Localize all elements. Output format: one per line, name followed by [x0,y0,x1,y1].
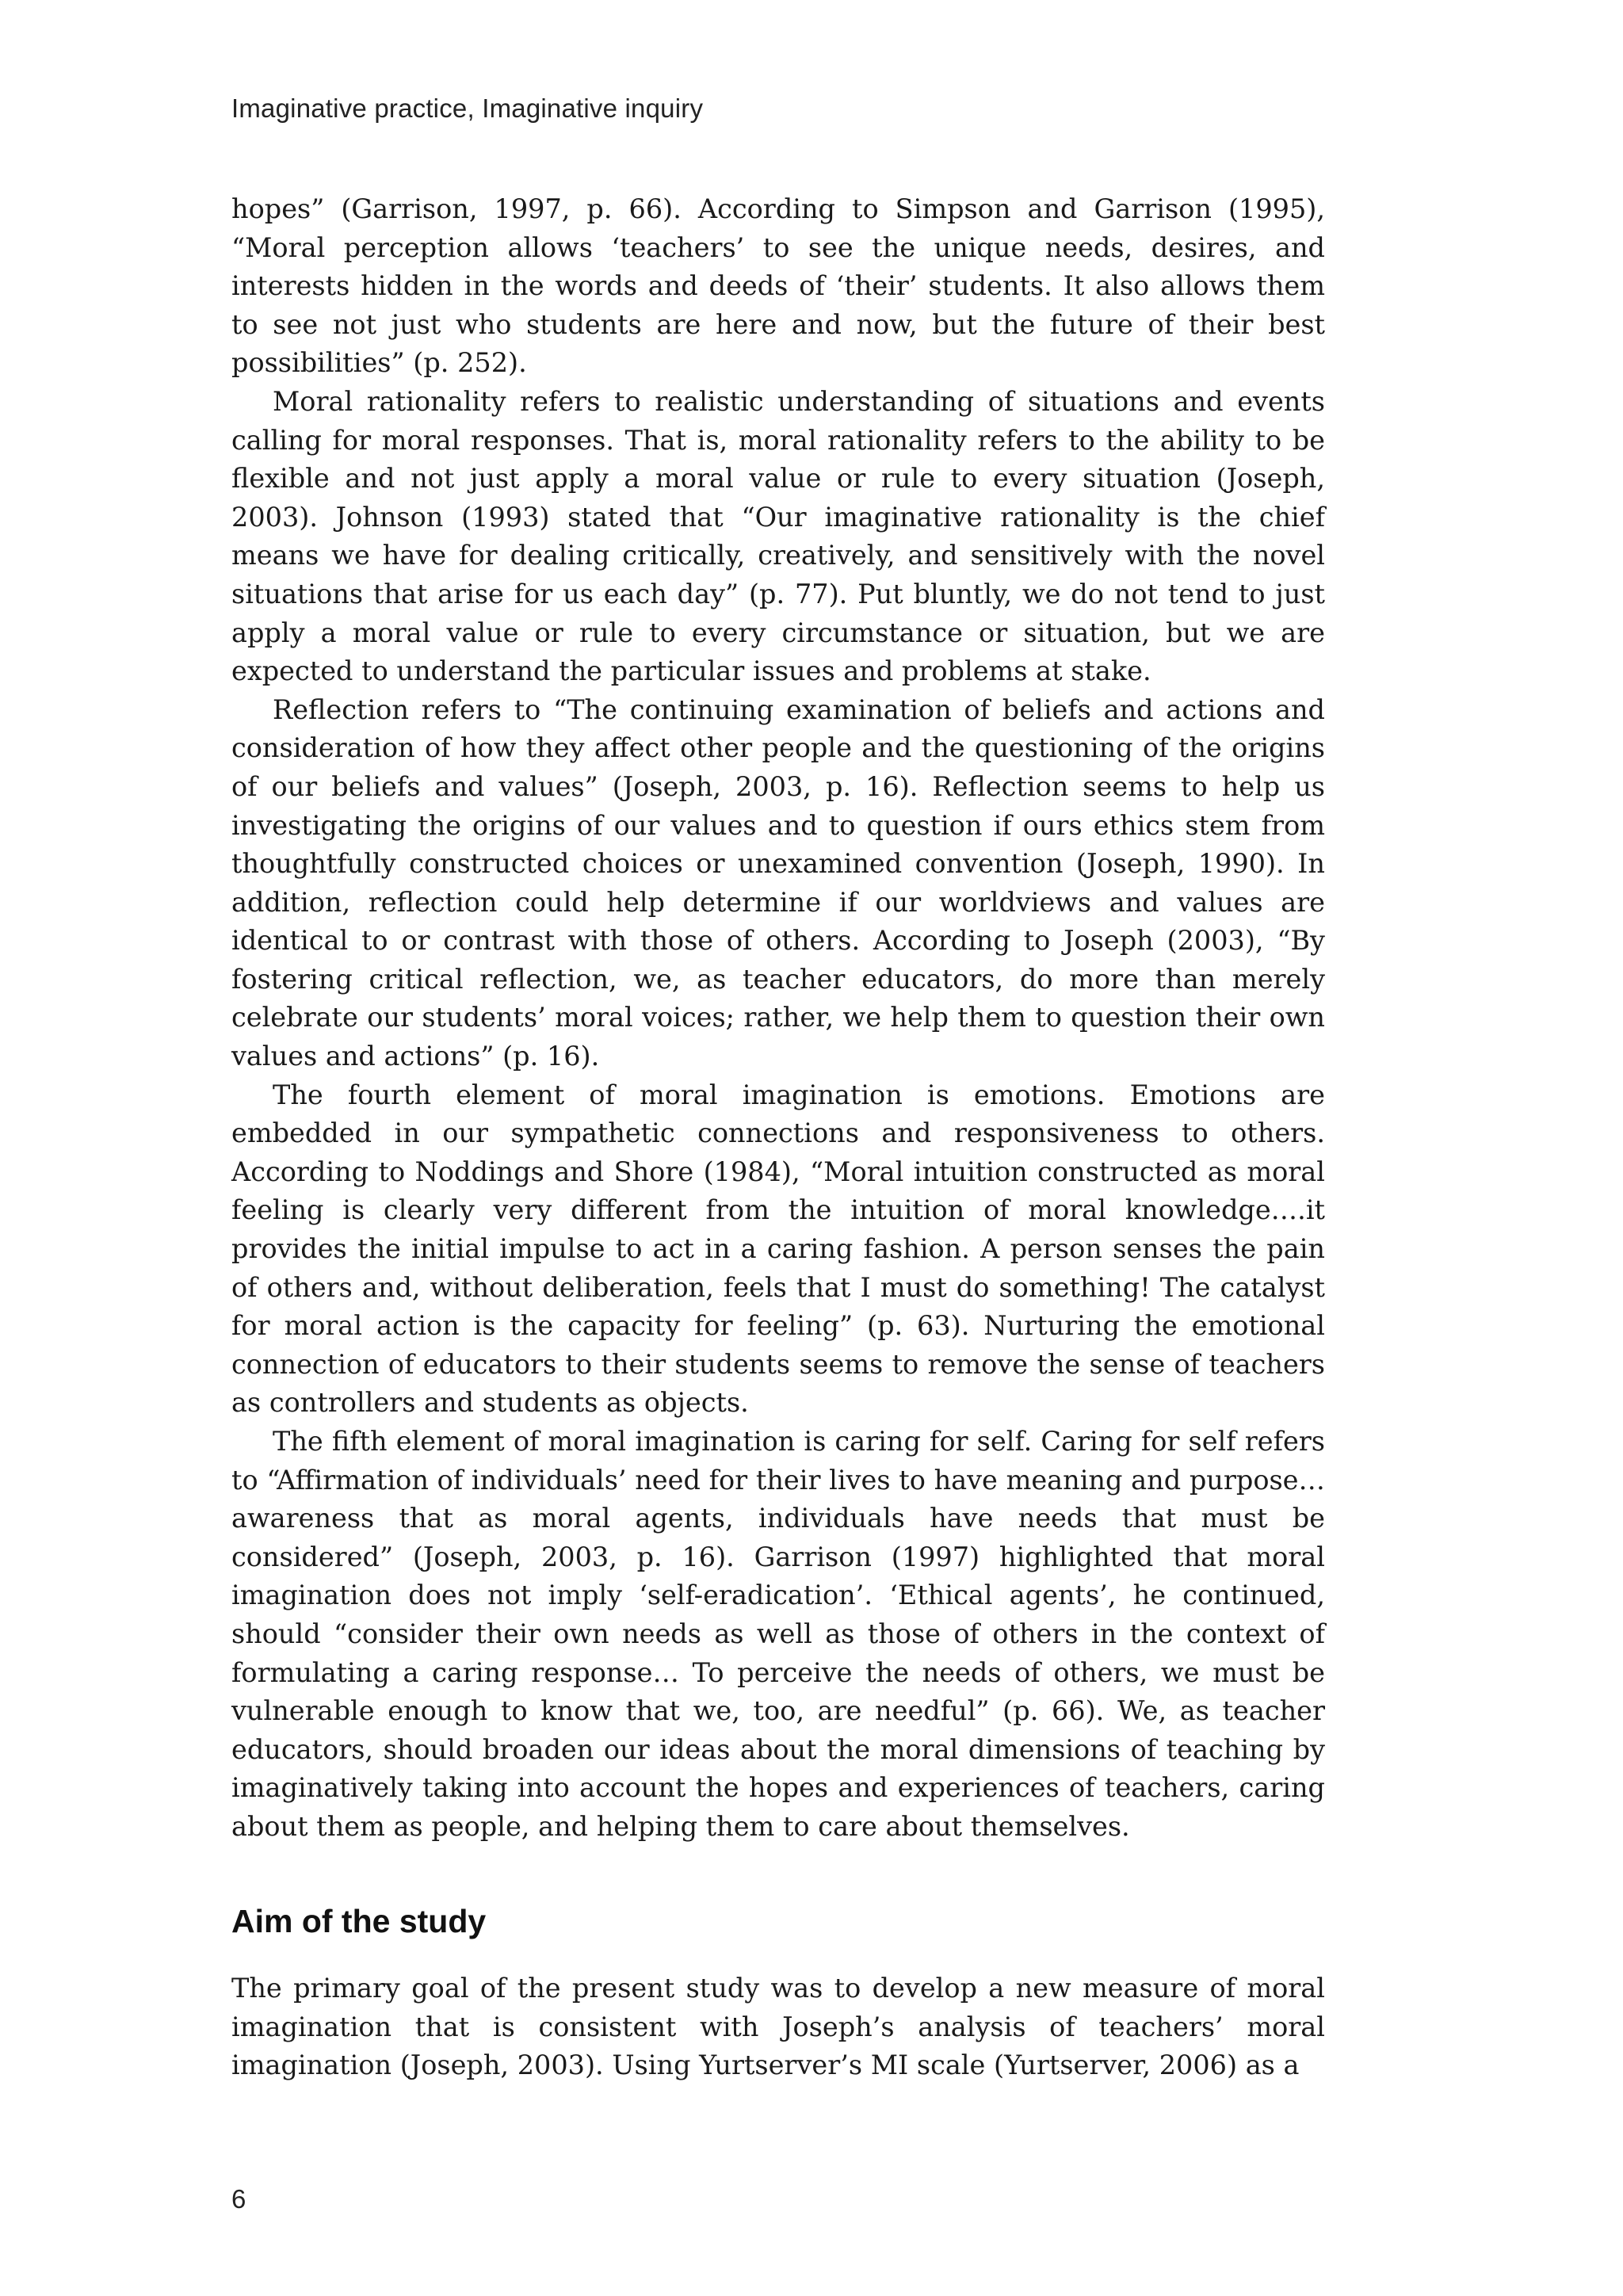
section-heading: Aim of the study [231,1903,487,1939]
page-number: 6 [231,2184,246,2214]
paragraph-caring-for-self: The fifth element of moral imagination is caring for self. Caring for self refers to “Affirmation of individuals’ need for their lives to have meaning and purpose…awareness that as moral agents, individuals have needs that must be considered” (Joseph, 2003, p. 16). Garrison (1997) highlighted that moral imagination does not imply ‘self-eradication’. ‘Ethical agents’, he continued, should “consider their own needs as well as those of others in the context of formulating a caring response… To perceive the needs of others, we must be vulnerable enough to know that we, too, are needful” (p. 66). We, as teacher educators, should broaden our ideas about the moral dimensions of teaching by imaginatively taking into account the hopes and experiences of teachers, caring about them as people, and helping them to care about themselves. [231,1426,1325,1842]
paragraph-aim-of-study: The primary goal of the present study was to develop a new measure of moral imagination that is consistent with Joseph’s analysis of teachers’ moral imagination (Joseph, 2003). Using Yurtserver’s MI scale (Yurtserver, 2006) as a [231,1973,1325,2081]
body-text [231,190,1325,1847]
paragraph-emotions: The fourth element of moral imagination is emotions. Emotions are embedded in our sympathetic connections and responsiveness to others. According to Noddings and Shore (1984), “Moral intuition constructed as moral feeling is clearly very different from the intuition of moral knowledge….it provides the initial impulse to act in a caring fashion. A person senses the pain of others and, without deliberation, feels that I must do something! The catalyst for moral action is the capacity for feeling” (p. 63). Nurturing the emotional connection of educators to their students seems to remove the sense of teachers as controllers and students as objects. [231,1079,1325,1419]
running-header: Imaginative practice, Imaginative inquiry [231,94,704,123]
paragraph-continuation: hopes” (Garrison, 1997, p. 66). According to Simpson and Garrison (1995), “Moral perception allows ‘teachers’ to see the unique needs, desires, and interests hidden in the words and deeds of ‘their’ students. It also allows them to see not just who students are here and now, but the future of their best possibilities” (p. 252). [231,193,1325,379]
paragraph-reflection: Reflection refers to “The continuing examination of beliefs and actions and consideration of how they affect other people and the questioning of the origins of our beliefs and values” (Joseph, 2003, p. 16). Reflection seems to help us investigating the origins of our values and to question if ours ethics stem from thoughtfully constructed choices or unexamined convention (Joseph, 1990). In addition, reflection could help determine if our worldviews and values are identical to or contrast with those of others. According to Joseph (2003), “By fostering critical reflection, we, as teacher educators, do more than merely celebrate our students’ moral voices; rather, we help them to question their own values and actions” (p. 16). [231,693,1325,1072]
paragraph-moral-rationality: Moral rationality refers to realistic understanding of situations and events calling for moral responses. That is, moral rationality refers to the ability to be flexible and not just apply a moral value or rule to every situation (Joseph, 2003). Johnson (1993) stated that “Our imaginative rationality is the chief means we have for dealing critically, creatively, and sensitively with the novel situations that arise for us each day” (p. 77). Put bluntly, we do not tend to just apply a moral value or rule to every circumstance or situation, but we are expected to understand the particular issues and problems at stake. [231,385,1325,687]
